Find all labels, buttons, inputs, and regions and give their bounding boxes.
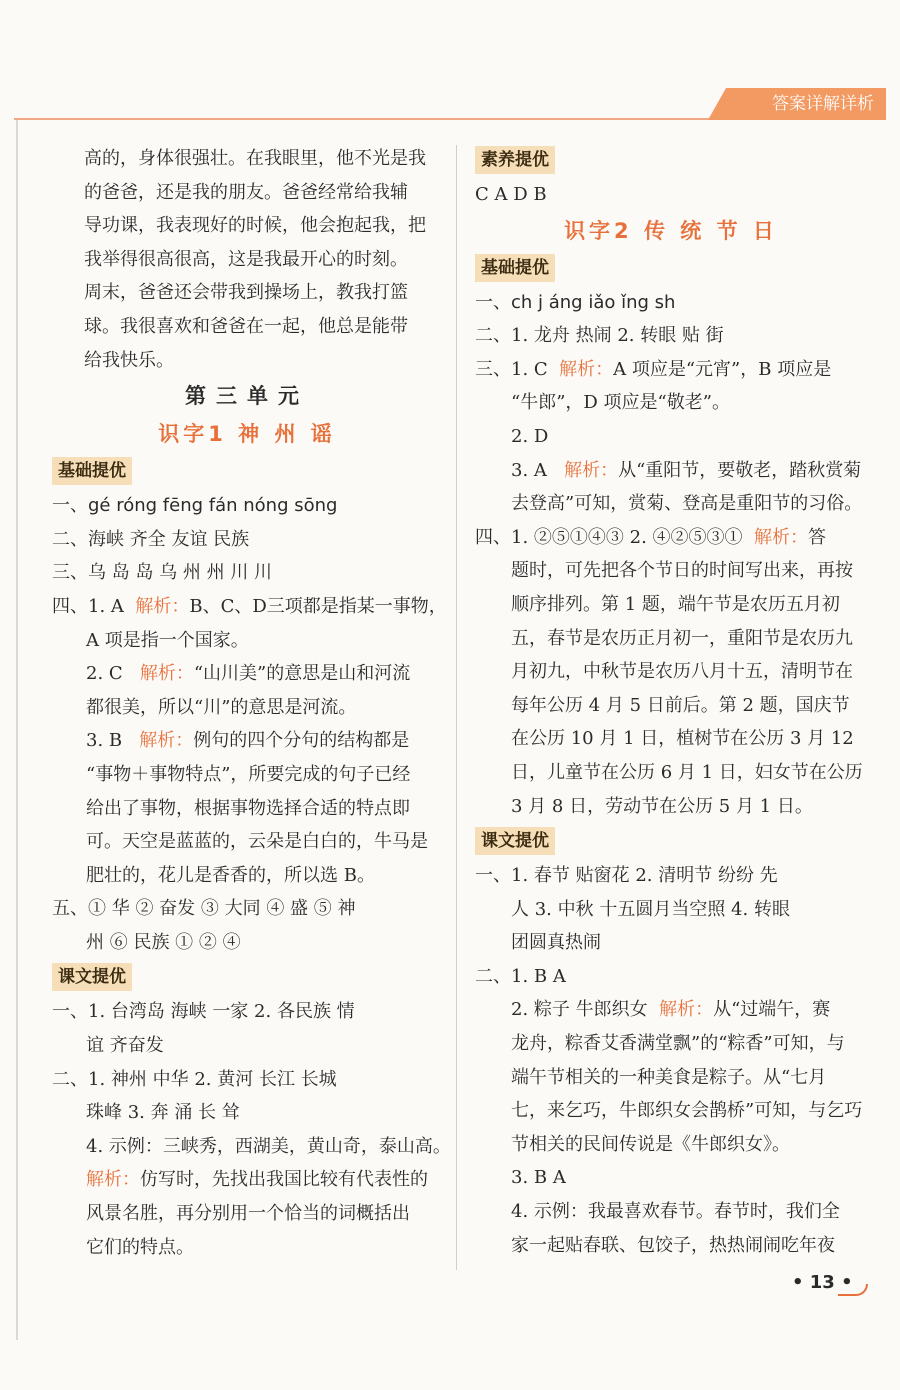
section-tag: 素养提优 <box>475 146 555 174</box>
answer-line: 去登高”可知，赏菊、登高是重阳节的习俗。 <box>511 493 863 515</box>
answer-line: A 项是指一个国家。 <box>86 629 249 651</box>
answer-line <box>52 657 442 691</box>
answer-line: 二、1. 龙舟 热闹 2. 转眼 贴 街 <box>475 325 724 347</box>
answer-text: 3. B <box>86 730 123 752</box>
analysis-label: 解析： <box>135 595 190 617</box>
analysis-label: 解析： <box>86 1169 140 1191</box>
section-tag: 课文提优 <box>52 963 132 991</box>
answer-line: 3 月 8 日，劳动节在公历 5 月 1 日。 <box>511 795 813 817</box>
right-column <box>475 142 867 1262</box>
page-number: • 13 • <box>792 1272 853 1293</box>
answer-line: 一、ch j áng iǎo ǐng sh <box>475 291 676 313</box>
answer-text: 三、1. C <box>475 358 548 380</box>
analysis-label: 解析： <box>564 459 619 481</box>
answer-line: 一、1. 春节 贴窗花 2. 清明节 纷纷 先 <box>475 865 778 887</box>
answer-line: 一、1. 台湾岛 海峡 一家 2. 各民族 情 <box>52 1001 355 1023</box>
intro-line: 球。我很喜欢和爸爸在一起，他总是能带 <box>84 315 408 337</box>
answer-text: 四、1. ②⑤①④③ 2. ④②⑤③① <box>475 526 743 548</box>
answer-line: 州 ⑥ 民族 ① ② ④ <box>86 931 241 953</box>
section-tag: 课文提优 <box>475 827 555 855</box>
answer-line: 3. B A <box>511 1167 566 1189</box>
analysis-label: 解析： <box>753 526 808 548</box>
answer-text: 从“重阳节，要敬老，踏秋赏菊 <box>618 459 862 481</box>
analysis-label: 解析： <box>659 999 714 1021</box>
answer-text: B、C、D三项都是指某一事物， <box>189 595 447 617</box>
answer-line: 七，来乞巧，牛郎织女会鹊桥”可知，与乞巧 <box>511 1100 863 1122</box>
intro-line: 导功课，我表现好的时候，他会抱起我，把 <box>84 215 426 237</box>
column-divider <box>456 145 457 1270</box>
section-tag: 基础提优 <box>475 254 555 282</box>
answer-line: 顺序排列。第 1 题，端午节是农历五月初 <box>511 593 840 615</box>
intro-line: 周末，爸爸还会带我到操场上，教我打篮 <box>84 282 408 304</box>
answer-line: 二、1. B A <box>475 965 566 987</box>
answer-line: “牛郎”，D 项应是“敬老”。 <box>511 392 730 414</box>
answer-line: 可。天空是蓝蓝的，云朵是白白的，牛马是 <box>86 831 428 853</box>
intro-line: 我举得很高很高，这是我最开心的时刻。 <box>84 248 408 270</box>
answer-line: 龙舟，粽香艾香满堂飘”的“粽香”可知，与 <box>511 1033 845 1055</box>
answer-line: 在公历 10 月 1 日，植树节在公历 3 月 12 <box>511 728 854 750</box>
answer-line <box>475 454 867 488</box>
answer-line: 五，春节是农历正月初一，重阳节是农历九 <box>511 627 853 649</box>
answer-line: 肥壮的，花儿是香香的，所以选 B。 <box>86 864 375 886</box>
answer-text: 2. 粽子 牛郎织女 <box>511 999 648 1021</box>
answer-line: 三、乌 岛 岛 乌 州 州 川 川 <box>52 562 273 584</box>
answer-line: 珠峰 3. 奔 涌 长 耸 <box>86 1102 240 1124</box>
left-column <box>52 142 451 1264</box>
analysis-label: 解析： <box>139 663 194 685</box>
answer-line: 都很美，所以“川”的意思是河流。 <box>86 696 357 718</box>
answer-text: 仿写时，先找出我国比较有代表性的 <box>140 1169 428 1191</box>
answer-line: C A D B <box>475 184 547 205</box>
answer-line: 风景名胜，再分别用一个恰当的词概括出 <box>86 1203 410 1225</box>
answer-line <box>52 590 447 624</box>
answer-line: 二、海峡 齐全 友谊 民族 <box>52 528 250 550</box>
section-tag: 基础提优 <box>52 457 132 485</box>
answer-text: 从“过端午，赛 <box>713 999 831 1021</box>
answer-line: 4. 示例：我最喜欢春节。春节时，我们全 <box>511 1201 840 1223</box>
answer-line: 给出了事物，根据事物选择合适的特点即 <box>86 797 410 819</box>
answer-text: 答 <box>807 526 826 548</box>
section-title: 识字2 传 统 节 日 <box>564 218 778 243</box>
answer-line <box>475 521 867 555</box>
analysis-label: 解析： <box>139 730 194 752</box>
answer-line <box>475 993 867 1027</box>
answer-line: 一、gé róng fēng fán nóng sōng <box>52 495 338 517</box>
analysis-label: 解析： <box>559 358 614 380</box>
answer-text: “山川美”的意思是山和河流 <box>193 663 411 685</box>
intro-line: 给我快乐。 <box>84 349 174 371</box>
unit-title: 第三单元 <box>185 383 309 409</box>
answer-text: 例句的四个分句的结构都是 <box>193 730 410 752</box>
section-title: 识字1 神 州 谣 <box>158 422 336 447</box>
answer-line: 题时，可先把各个节日的时间写出来，再按 <box>511 560 853 582</box>
answer-line: 日，儿童节在公历 6 月 1 日，妇女节在公历 <box>511 761 863 783</box>
answer-text: 2. C <box>86 663 123 685</box>
answer-line: “事物＋事物特点”，所要完成的句子已经 <box>86 763 411 785</box>
answer-line: 每年公历 4 月 5 日前后。第 2 题，国庆节 <box>511 694 850 716</box>
answer-line <box>475 353 867 387</box>
answer-text: A 项应是“元宵”，B 项应是 <box>613 358 832 380</box>
answer-line: 五、① 华 ② 奋发 ③ 大同 ④ 盛 ⑤ 神 <box>52 898 356 920</box>
intro-line: 高的，身体很强壮。在我眼里，他不光是我 <box>84 148 426 169</box>
answer-line: 节相关的民间传说是《牛郎织女》。 <box>511 1133 790 1155</box>
answer-line: 2. D <box>511 425 549 447</box>
answer-line: 月初九，中秋节是农历八月十五，清明节在 <box>511 661 853 683</box>
answer-line: 谊 齐奋发 <box>86 1035 164 1057</box>
answer-line: 它们的特点。 <box>86 1236 194 1258</box>
intro-line: 的爸爸，还是我的朋友。爸爸经常给我辅 <box>84 181 408 203</box>
answer-line: 4. 示例：三峡秀，西湖美，黄山奇，泰山高。 <box>86 1135 451 1157</box>
answer-line: 端午节相关的一种美食是粽子。从“七月 <box>511 1066 827 1088</box>
answer-line: 团圆真热闹 <box>511 932 601 954</box>
answer-text: 3. A <box>511 459 547 481</box>
header-label: 答案详解详析 <box>726 88 886 120</box>
answer-line: 家一起贴春联、包饺子，热热闹闹吃年夜 <box>511 1234 835 1256</box>
answer-line: 人 3. 中秋 十五圆月当空照 4. 转眼 <box>511 898 790 920</box>
answer-line <box>52 724 442 758</box>
answer-text: 四、1. A <box>52 595 124 617</box>
page-number-swoosh <box>838 1284 868 1296</box>
answer-line: 二、1. 神州 中华 2. 黄河 长江 长城 <box>52 1068 337 1090</box>
answer-line <box>52 1163 442 1197</box>
page-edge <box>16 120 18 1340</box>
